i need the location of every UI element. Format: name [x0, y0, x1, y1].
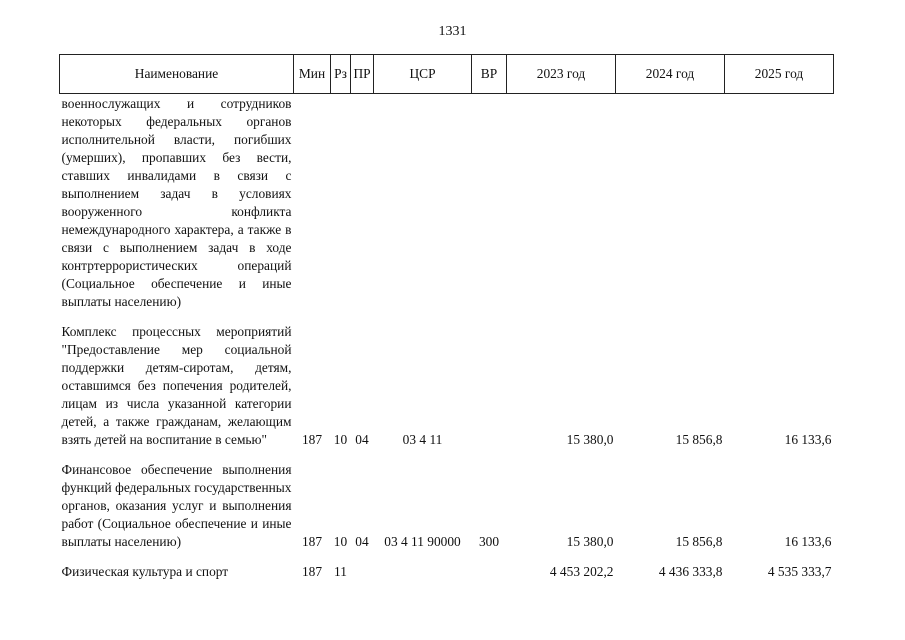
row-csr [374, 551, 472, 581]
table-row [60, 449, 834, 551]
row-name: военнослужащих и сотрудников некоторых федеральных органов исполнительной власти, погибших (умерших), пропавших без вести, ставших инвалидами в связи с выполнением задач в условиях вооруженного конфликта немеждународного характера, а также в связи с выполнением задач в ходе контртеррористических операций (Социальное обеспечение и иные выплаты населению) [61, 96, 292, 309]
table-row [60, 311, 834, 449]
row-rz: 10 [333, 534, 348, 549]
row-min: 187 [301, 534, 323, 549]
header-year-2024: 2024 год [616, 55, 725, 94]
row-rz: 10 [333, 432, 348, 447]
row-min: 187 [301, 564, 323, 579]
table-row [60, 94, 834, 312]
row-amount-2023: 4 453 202,2 [549, 564, 614, 579]
header-csr: ЦСР [374, 55, 472, 94]
row-name: Физическая культура и спорт [61, 564, 229, 579]
row-amount-2023: 15 380,0 [566, 534, 614, 549]
row-amount-2024: 15 856,8 [675, 432, 723, 447]
row-amount-2023: 15 380,0 [566, 432, 614, 447]
row-name: Комплекс процессных мероприятий "Предоставление мер социальной поддержки детям-сиротам, детям, оставшимся без попечения родителей, лицам из числа указанной категории детей, а также гражданам, желающим взять детей на воспитание в семью" [61, 324, 292, 447]
row-vr [472, 551, 507, 581]
row-min [294, 94, 331, 312]
table-header [60, 55, 834, 94]
header-year-2023: 2023 год [507, 55, 616, 94]
header-vr: ВР [472, 55, 507, 94]
row-vr [472, 311, 507, 449]
row-amount-2024: 15 856,8 [675, 534, 723, 549]
row-vr: 300 [478, 534, 500, 549]
row-rz: 11 [334, 564, 347, 579]
row-pr [351, 94, 374, 312]
row-amount-2025: 16 133,6 [784, 432, 832, 447]
page-number: 1331 [438, 24, 467, 39]
row-csr: 03 4 11 [402, 432, 443, 447]
budget-table [59, 54, 834, 581]
header-min: Мин [294, 55, 331, 94]
row-csr: 03 4 11 90000 [384, 534, 461, 549]
row-amount-2025: 4 535 333,7 [767, 564, 832, 579]
row-rz [331, 94, 351, 312]
row-pr: 04 [355, 534, 369, 549]
row-amount-2023 [507, 94, 616, 312]
header-pr: ПР [351, 55, 374, 94]
row-pr [351, 551, 374, 581]
header-name: Наименование [60, 55, 294, 94]
row-csr [374, 94, 472, 312]
header-rz: Рз [331, 55, 351, 94]
row-amount-2024: 4 436 333,8 [658, 564, 723, 579]
row-amount-2025 [725, 94, 834, 312]
row-amount-2024 [616, 94, 725, 312]
table-row [60, 551, 834, 581]
row-amount-2025: 16 133,6 [784, 534, 832, 549]
row-min: 187 [301, 432, 323, 447]
row-vr [472, 94, 507, 312]
row-pr: 04 [355, 432, 369, 447]
row-name: Финансовое обеспечение выполнения функций федеральных государственных органов, оказания услуг и выполнения работ (Социальное обеспечение и иные выплаты населению) [61, 462, 292, 549]
header-year-2025: 2025 год [725, 55, 834, 94]
